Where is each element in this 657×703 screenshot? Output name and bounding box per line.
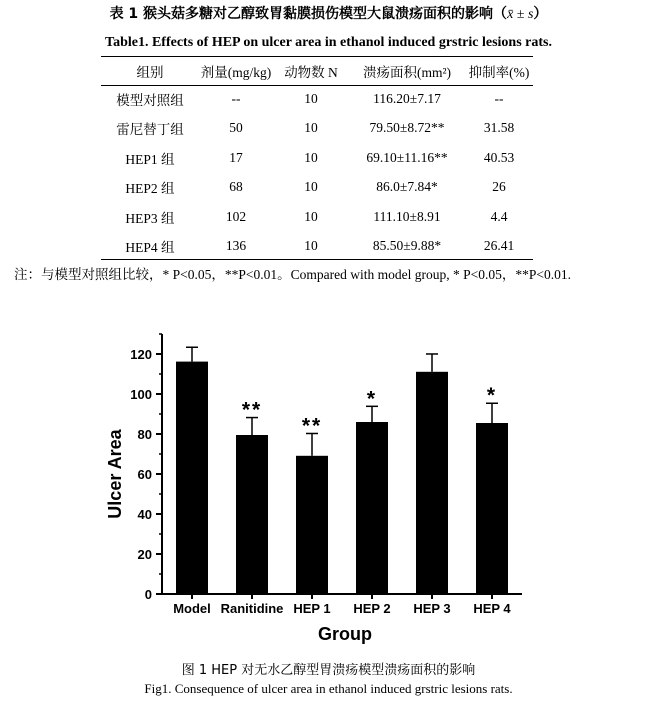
table-cell: 17 [229, 149, 243, 165]
x-axis-title: Group [318, 624, 372, 644]
x-tick-label: HEP 4 [473, 601, 511, 616]
bar [356, 422, 388, 594]
bar [416, 372, 448, 594]
table-header-cell: 组别 [136, 65, 164, 80]
table-cell: 雷尼替丁组 [116, 122, 184, 138]
table-cell: 116.20±7.17 [373, 90, 441, 106]
table-row [101, 173, 533, 203]
y-axis-title: Ulcer Area [105, 429, 125, 519]
table-cell: 86.0±7.84* [376, 179, 438, 195]
table-row [101, 202, 533, 232]
table-cell: 79.50±8.72** [369, 120, 445, 136]
table-cell: 10 [304, 90, 318, 106]
table-note: 注：与模型对照组比较，* P<0.05，**P<0.01。Compared with model group, * P<0.05，**P<0.01. [14, 267, 571, 282]
table-cell: 10 [304, 208, 318, 224]
y-tick-label: 60 [137, 467, 152, 482]
table-cell: 85.50±9.88* [372, 238, 442, 254]
ulcer-area-bar-chart [0, 330, 657, 655]
table-cell: HEP4 组 [125, 240, 175, 256]
y-tick-label: 120 [130, 347, 152, 362]
y-tick-label: 80 [137, 427, 152, 442]
y-tick-label: 20 [137, 547, 152, 562]
table-cell: 10 [304, 179, 318, 195]
table-cell: 10 [304, 238, 318, 254]
significance-marker: * [366, 387, 378, 411]
table-cell: HEP3 组 [125, 210, 175, 226]
table-row [101, 84, 533, 114]
table-header-cell: 抑制率(%) [468, 65, 530, 80]
table-header-cell: 剂量(mg/kg) [200, 65, 272, 80]
mean-sd-symbol: x̄ ± s [507, 7, 534, 22]
table-cell: 10 [304, 120, 318, 136]
figure-caption-en: Fig1. Consequence of ulcer area in ethanol induced grstric lesions rats. [144, 681, 513, 696]
x-tick-label: Ranitidine [220, 601, 284, 616]
table-cell: 26 [492, 179, 506, 195]
figure-caption-cn: 图 1 HEP 对无水乙醇型胃溃疡模型溃疡面积的影响 [181, 663, 476, 678]
y-tick-label: 100 [130, 387, 152, 402]
bar [296, 456, 328, 594]
table-header-cell: 动物数 N [284, 65, 338, 80]
bar [476, 423, 508, 594]
table-cell: 26.41 [483, 238, 515, 254]
significance-marker: ** [301, 414, 323, 438]
table-cell: 4.4 [490, 208, 508, 224]
table-cell: 111.10±8.91 [373, 208, 441, 224]
table-cell: 68 [229, 179, 243, 195]
table-header-cell: 溃疡面积(mm²) [362, 65, 452, 80]
table-title-en: Table1. Effects of HEP on ulcer area in ethanol induced grstric lesions rats. [105, 35, 552, 50]
table-cell: 102 [225, 208, 247, 224]
table-cell: HEP1 组 [125, 151, 175, 167]
table-row [101, 143, 533, 173]
significance-marker: * [486, 384, 498, 408]
table-header-row [101, 58, 533, 84]
table-row [101, 114, 533, 144]
x-tick-label: Model [173, 601, 211, 616]
x-tick-label: HEP 2 [353, 601, 391, 616]
y-tick-label: 40 [137, 507, 152, 522]
table-cell: -- [494, 90, 504, 106]
table-cell: 10 [304, 149, 318, 165]
bar [176, 362, 208, 594]
x-tick-label: HEP 1 [293, 601, 331, 616]
x-tick-label: HEP 3 [413, 601, 451, 616]
bar [236, 435, 268, 594]
table-cell: 136 [225, 238, 247, 254]
table-top-rule [101, 56, 533, 57]
table-cell: 50 [229, 120, 243, 136]
table-cell: 40.53 [483, 149, 515, 165]
table-cell: -- [231, 90, 241, 106]
significance-marker: ** [241, 398, 263, 422]
table-cell: 31.58 [483, 120, 515, 136]
table-cell: 69.10±11.16** [366, 149, 448, 165]
table-cell: 模型对照组 [116, 92, 184, 108]
table-title-cn: 表 1 猴头菇多糖对乙醇致胃黏膜损伤模型大鼠溃疡面积的影响（x̄ ± s） [109, 6, 548, 22]
data-table [101, 58, 533, 261]
table-cell: HEP2 组 [125, 181, 175, 197]
y-tick-label: 0 [144, 587, 152, 602]
table-row [101, 232, 533, 262]
